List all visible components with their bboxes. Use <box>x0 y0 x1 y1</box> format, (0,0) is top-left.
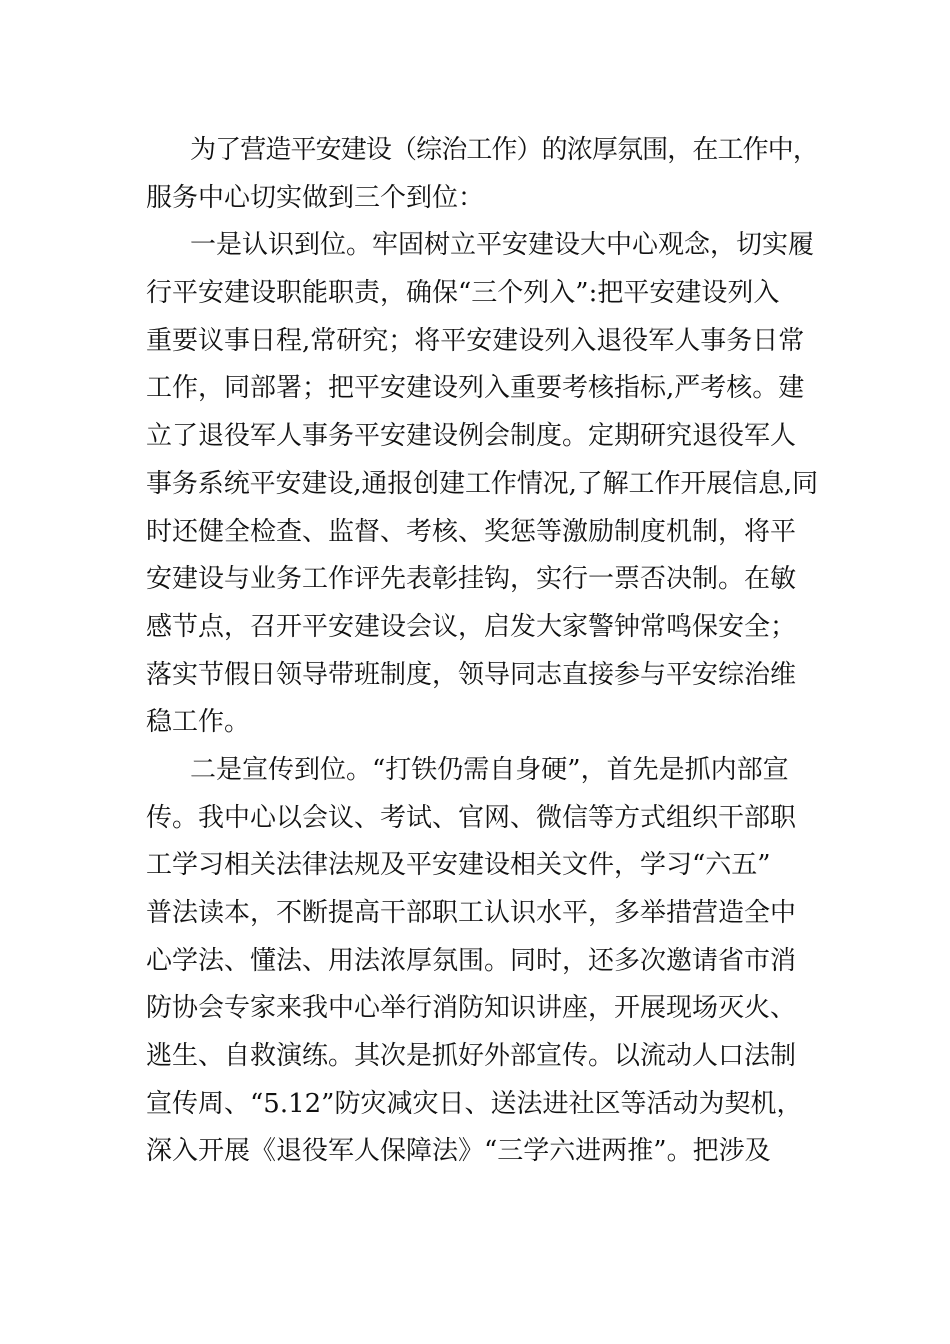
text-line: 立了退役军人事务平安建设例会制度。定期研究退役军人 <box>146 421 797 452</box>
text-line: 工作，同部署；把平安建设列入重要考核指标,严考核。建 <box>146 373 805 404</box>
text-line: 事务系统平安建设,通报创建工作情况,了解工作开展信息,同 <box>146 468 818 499</box>
text-line: 工学习相关法律法规及平安建设相关文件，学习“六五” <box>146 850 771 881</box>
text-line: 防协会专家来我中心举行消防知识讲座，开展现场灭火、 <box>146 993 797 1024</box>
text-line: 传。我中心以会议、考试、官网、微信等方式组织干部职 <box>146 802 797 833</box>
text-line: 二是宣传到位。“打铁仍需自身硬”，首先是抓内部宣 <box>190 754 789 785</box>
text-line: 稳工作。 <box>146 707 251 738</box>
text-line: 时还健全检查、监督、考核、奖惩等激励制度机制，将平 <box>146 516 797 547</box>
text-line: 宣传周、“5.12”防灾减灾日、送法进社区等活动为契机， <box>146 1088 803 1119</box>
text-line: 行平安建设职能职责，确保“三个列入”:把平安建设列入 <box>146 278 780 309</box>
text-line: 落实节假日领导带班制度，领导同志直接参与平安综治维 <box>146 659 797 690</box>
text-line: 为了营造平安建设（综治工作）的浓厚氛围，在工作中， <box>190 135 818 165</box>
text-line: 安建设与业务工作评先表彰挂钩，实行一票否决制。在敏 <box>146 564 797 595</box>
text-line: 普法读本，不断提高干部职工认识水平，多举措营造全中 <box>146 898 797 928</box>
text-line: 重要议事日程,常研究；将平安建设列入退役军人事务日常 <box>146 325 805 356</box>
text-line: 心学法、懂法、用法浓厚氛围。同时，还多次邀请省市消 <box>146 945 797 976</box>
text-line: 服务中心切实做到三个到位： <box>146 182 485 213</box>
paragraph-2 <box>146 222 818 747</box>
paragraph-1 <box>146 127 818 222</box>
text-line: 一是认识到位。牢固树立平安建设大中心观念，切实履 <box>190 230 815 261</box>
body-text <box>146 127 818 1176</box>
text-line: 逃生、自救演练。其次是抓好外部宣传。以流动人口法制 <box>146 1041 797 1072</box>
text-line: 深入开展《退役军人保障法》“三学六进两推”。把涉及 <box>146 1136 771 1167</box>
text-line: 感节点，召开平安建设会议，启发大家警钟常鸣保安全； <box>146 611 797 642</box>
paragraph-3 <box>146 747 818 1176</box>
